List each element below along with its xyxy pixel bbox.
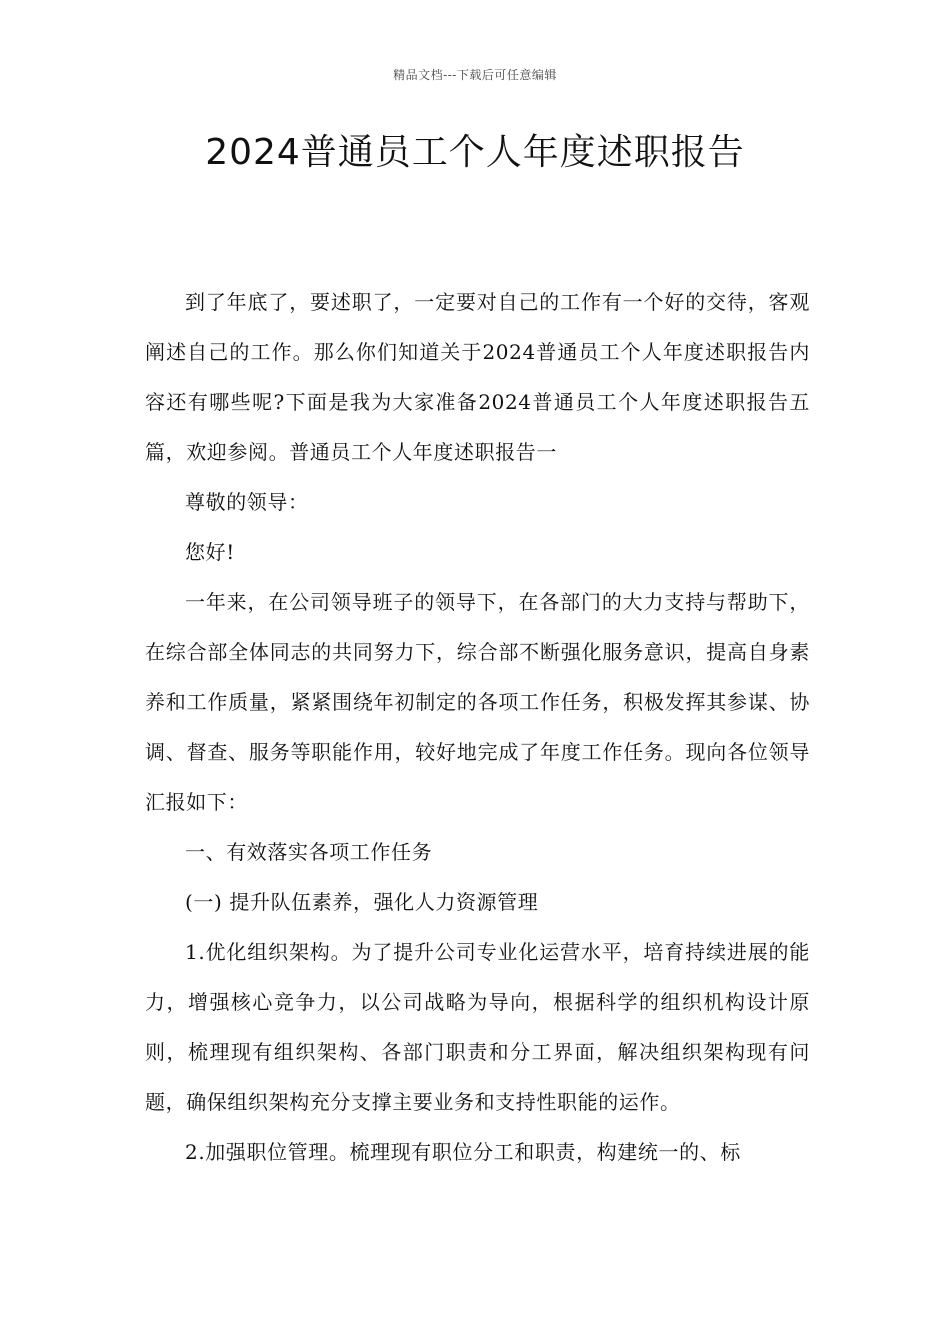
page-header-note: 精品文档---下载后可任意编辑 [393,68,557,82]
document-title: 2024普通员工个人年度述职报告 [205,132,745,173]
paragraph-summary: 一年来，在公司领导班子的领导下，在各部门的大力支持与帮助下，在综合部全体同志的共同努力下，综合部不断强化服务意识，提高自身素养和工作质量，紧紧围绕年初制定的各项工作任务，积极发挥其参谋、协调、督查、服务等职能作用，较好地完成了年度工作任务。现向各位领导汇报如下： [145,590,810,814]
paragraph-salutation: 尊敬的领导： [185,490,309,514]
section-heading-1: 一、有效落实各项工作任务 [185,840,433,864]
subsection-heading-1: (一) 提升队伍素养，强化人力资源管理 [185,890,539,914]
paragraph-item-1: 1.优化组织架构。为了提升公司专业化运营水平，培育持续进展的能力，增强核心竞争力，以公司战略为导向，根据科学的组织机构设计原则，梳理现有组织架构、各部门职责和分工界面，解决组织架构现有问题，确保组织架构充分支撑主要业务和支持性职能的运作。 [145,940,810,1114]
paragraph-item-2: 2.加强职位管理。梳理现有职位分工和职责，构建统一的、标 [185,1140,741,1164]
paragraph-intro: 到了年底了，要述职了，一定要对自己的工作有一个好的交待，客观阐述自己的工作。那么你们知道关于2024普通员工个人年度述职报告内容还有哪些呢?下面是我为大家准备2024普通员工个人年度述职报告五篇，欢迎参阅。普通员工个人年度述职报告一 [145,290,810,464]
document-body [145,277,810,1177]
paragraph-greeting: 您好! [185,540,235,564]
